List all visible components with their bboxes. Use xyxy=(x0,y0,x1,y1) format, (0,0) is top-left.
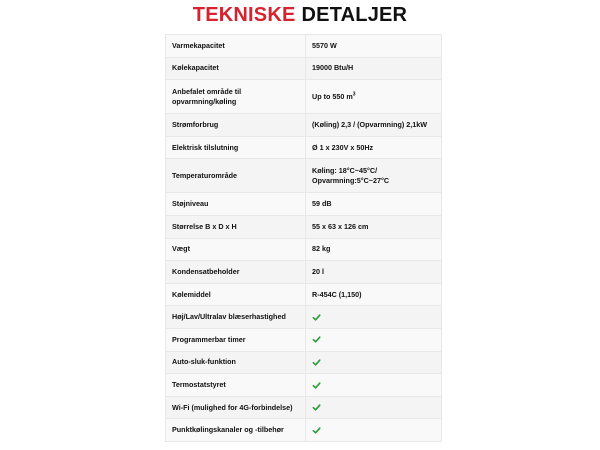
spec-table xyxy=(165,34,442,442)
table-row xyxy=(166,136,442,159)
spec-label: Strømforbrug xyxy=(166,114,306,137)
spec-label: Wi-Fi (mulighed for 4G-forbindelse) xyxy=(166,396,306,419)
check-icon xyxy=(312,381,321,390)
spec-label: Termostatstyret xyxy=(166,374,306,397)
table-row xyxy=(166,159,442,193)
spec-value: 82 kg xyxy=(306,238,442,261)
spec-value xyxy=(306,419,442,442)
table-row xyxy=(166,261,442,284)
spec-label: Kondensatbeholder xyxy=(166,261,306,284)
spec-label: Temperaturområde xyxy=(166,159,306,193)
spec-label: Størrelse B x D x H xyxy=(166,215,306,238)
table-row xyxy=(166,351,442,374)
spec-value xyxy=(306,80,442,114)
table-row xyxy=(166,35,442,58)
spec-value xyxy=(306,396,442,419)
spec-label: Støjniveau xyxy=(166,193,306,216)
spec-value: 55 x 63 x 126 cm xyxy=(306,215,442,238)
table-row xyxy=(166,57,442,80)
spec-value: 19000 Btu/H xyxy=(306,57,442,80)
check-icon xyxy=(312,313,321,322)
check-icon xyxy=(312,335,321,344)
spec-value xyxy=(306,306,442,329)
title-word-tekniske: TEKNISKE xyxy=(192,4,296,26)
spec-label: Kølekapacitet xyxy=(166,57,306,80)
spec-value: (Køling) 2,3 / (Opvarmning) 2,1kW xyxy=(306,114,442,137)
spec-label: Elektrisk tilslutning xyxy=(166,136,306,159)
title-word-detaljer: DETALJER xyxy=(301,4,408,26)
spec-value: Ø 1 x 230V x 50Hz xyxy=(306,136,442,159)
table-row xyxy=(166,374,442,397)
spec-value: 5570 W xyxy=(306,35,442,58)
spec-value-line: Køling: 18°C~45°C/ xyxy=(312,165,378,175)
table-row xyxy=(166,306,442,329)
spec-label: Auto-sluk-funktion xyxy=(166,351,306,374)
table-row xyxy=(166,215,442,238)
spec-label-line: opvarmning/køling xyxy=(172,96,237,106)
spec-label: Programmerbar timer xyxy=(166,328,306,351)
check-icon xyxy=(312,403,321,412)
spec-value xyxy=(306,159,442,193)
table-row xyxy=(166,328,442,351)
spec-label: Høj/Lav/Ultralav blæserhastighed xyxy=(166,306,306,329)
table-row xyxy=(166,193,442,216)
table-row xyxy=(166,283,442,306)
spec-label: Punktkølingskanaler og -tilbehør xyxy=(166,419,306,442)
spec-label xyxy=(166,80,306,114)
table-row xyxy=(166,238,442,261)
table-row xyxy=(166,80,442,114)
check-icon xyxy=(312,358,321,367)
spec-value: R-454C (1,150) xyxy=(306,283,442,306)
superscript: 3 xyxy=(352,91,356,98)
table-row xyxy=(166,419,442,442)
table-row xyxy=(166,396,442,419)
spec-value-line: Opvarmning:5°C~27°C xyxy=(312,175,390,185)
spec-value: 59 dB xyxy=(306,193,442,216)
spec-label: Kølemiddel xyxy=(166,283,306,306)
spec-value xyxy=(306,374,442,397)
page-title xyxy=(0,4,600,26)
spec-label: Vægt xyxy=(166,238,306,261)
spec-value: 20 l xyxy=(306,261,442,284)
check-icon xyxy=(312,426,321,435)
spec-value xyxy=(306,351,442,374)
spec-value xyxy=(306,328,442,351)
spec-label: Varmekapacitet xyxy=(166,35,306,58)
spec-label-line: Anbefalet område til xyxy=(172,86,242,96)
spec-value-text: Up to 550 m xyxy=(312,91,353,101)
table-row xyxy=(166,114,442,137)
